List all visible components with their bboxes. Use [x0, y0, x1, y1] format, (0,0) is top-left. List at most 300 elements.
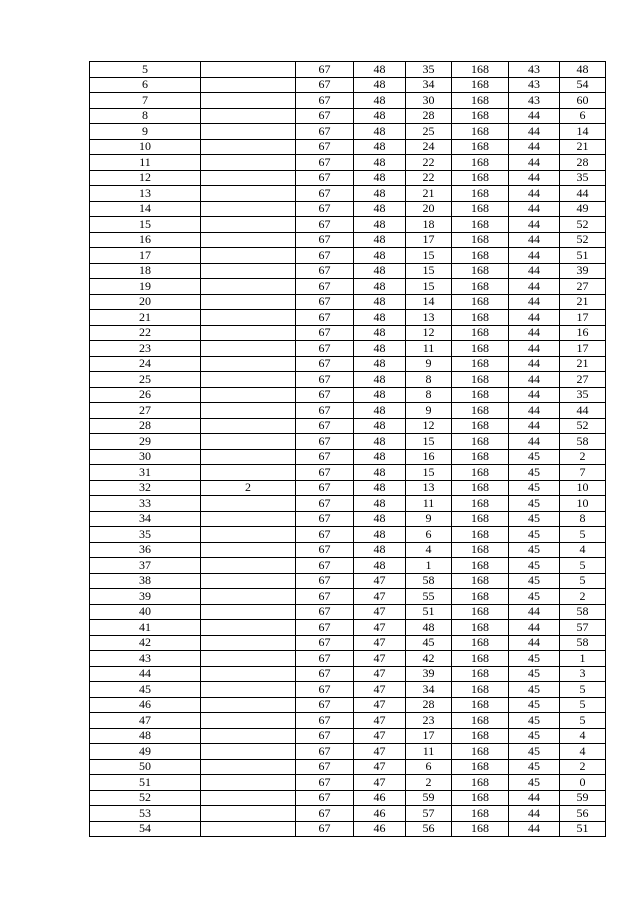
- longitude-minutes-cell: 44: [509, 108, 560, 124]
- longitude-minutes-cell: 44: [509, 403, 560, 419]
- longitude-degrees-cell: 168: [452, 139, 509, 155]
- longitude-seconds-cell: 4: [560, 744, 606, 760]
- longitude-minutes-cell: 44: [509, 170, 560, 186]
- longitude-degrees-cell: 168: [452, 806, 509, 822]
- group-number-cell: [201, 62, 296, 78]
- longitude-minutes-cell: 45: [509, 666, 560, 682]
- group-number-cell: [201, 418, 296, 434]
- group-number-cell: [201, 108, 296, 124]
- table-row: [90, 418, 606, 434]
- longitude-degrees-cell: 168: [452, 201, 509, 217]
- longitude-minutes-cell: 43: [509, 77, 560, 93]
- latitude-degrees-cell: 67: [296, 77, 354, 93]
- point-number-cell: 15: [90, 217, 201, 233]
- longitude-seconds-cell: 44: [560, 403, 606, 419]
- table-row: [90, 821, 606, 837]
- longitude-minutes-cell: 44: [509, 434, 560, 450]
- group-number-cell: [201, 449, 296, 465]
- longitude-degrees-cell: 168: [452, 511, 509, 527]
- longitude-minutes-cell: 44: [509, 325, 560, 341]
- longitude-seconds-cell: 2: [560, 759, 606, 775]
- latitude-degrees-cell: 67: [296, 62, 354, 78]
- latitude-degrees-cell: 67: [296, 155, 354, 171]
- table-row: [90, 589, 606, 605]
- latitude-degrees-cell: 67: [296, 279, 354, 295]
- group-number-cell: [201, 620, 296, 636]
- point-number-cell: 16: [90, 232, 201, 248]
- group-number-cell: [201, 310, 296, 326]
- group-number-cell: [201, 139, 296, 155]
- longitude-minutes-cell: 44: [509, 279, 560, 295]
- longitude-seconds-cell: 14: [560, 124, 606, 140]
- longitude-minutes-cell: 44: [509, 635, 560, 651]
- longitude-minutes-cell: 45: [509, 449, 560, 465]
- latitude-degrees-cell: 67: [296, 294, 354, 310]
- latitude-seconds-cell: 20: [406, 201, 452, 217]
- latitude-seconds-cell: 6: [406, 527, 452, 543]
- point-number-cell: 35: [90, 527, 201, 543]
- latitude-seconds-cell: 12: [406, 418, 452, 434]
- latitude-seconds-cell: 51: [406, 604, 452, 620]
- group-number-cell: [201, 651, 296, 667]
- table-row: [90, 217, 606, 233]
- latitude-seconds-cell: 23: [406, 713, 452, 729]
- longitude-seconds-cell: 4: [560, 728, 606, 744]
- latitude-degrees-cell: 67: [296, 682, 354, 698]
- longitude-minutes-cell: 45: [509, 713, 560, 729]
- point-number-cell: 45: [90, 682, 201, 698]
- group-number-cell: [201, 635, 296, 651]
- latitude-minutes-cell: 47: [354, 635, 406, 651]
- latitude-degrees-cell: 67: [296, 217, 354, 233]
- point-number-cell: 41: [90, 620, 201, 636]
- point-number-cell: 40: [90, 604, 201, 620]
- table-row: [90, 93, 606, 109]
- longitude-seconds-cell: 3: [560, 666, 606, 682]
- longitude-minutes-cell: 44: [509, 790, 560, 806]
- latitude-degrees-cell: 67: [296, 341, 354, 357]
- group-number-cell: [201, 232, 296, 248]
- latitude-degrees-cell: 67: [296, 248, 354, 264]
- latitude-minutes-cell: 48: [354, 558, 406, 574]
- latitude-minutes-cell: 48: [354, 449, 406, 465]
- latitude-degrees-cell: 67: [296, 806, 354, 822]
- longitude-minutes-cell: 44: [509, 263, 560, 279]
- longitude-seconds-cell: 48: [560, 62, 606, 78]
- longitude-degrees-cell: 168: [452, 434, 509, 450]
- latitude-seconds-cell: 8: [406, 387, 452, 403]
- group-number-cell: [201, 155, 296, 171]
- latitude-seconds-cell: 34: [406, 682, 452, 698]
- longitude-minutes-cell: 45: [509, 465, 560, 481]
- table-body: [90, 62, 606, 837]
- latitude-seconds-cell: 15: [406, 434, 452, 450]
- longitude-seconds-cell: 28: [560, 155, 606, 171]
- latitude-seconds-cell: 16: [406, 449, 452, 465]
- longitude-minutes-cell: 44: [509, 124, 560, 140]
- point-number-cell: 21: [90, 310, 201, 326]
- latitude-seconds-cell: 45: [406, 635, 452, 651]
- longitude-seconds-cell: 21: [560, 356, 606, 372]
- longitude-degrees-cell: 168: [452, 263, 509, 279]
- group-number-cell: [201, 697, 296, 713]
- latitude-minutes-cell: 48: [354, 124, 406, 140]
- latitude-seconds-cell: 15: [406, 465, 452, 481]
- latitude-seconds-cell: 18: [406, 217, 452, 233]
- latitude-degrees-cell: 67: [296, 821, 354, 837]
- longitude-degrees-cell: 168: [452, 651, 509, 667]
- latitude-minutes-cell: 48: [354, 496, 406, 512]
- point-number-cell: 14: [90, 201, 201, 217]
- longitude-degrees-cell: 168: [452, 775, 509, 791]
- point-number-cell: 8: [90, 108, 201, 124]
- longitude-seconds-cell: 1: [560, 651, 606, 667]
- latitude-seconds-cell: 15: [406, 263, 452, 279]
- point-number-cell: 9: [90, 124, 201, 140]
- longitude-seconds-cell: 44: [560, 186, 606, 202]
- latitude-seconds-cell: 15: [406, 248, 452, 264]
- latitude-seconds-cell: 14: [406, 294, 452, 310]
- longitude-minutes-cell: 45: [509, 542, 560, 558]
- point-number-cell: 38: [90, 573, 201, 589]
- latitude-seconds-cell: 58: [406, 573, 452, 589]
- table-row: [90, 248, 606, 264]
- longitude-minutes-cell: 44: [509, 310, 560, 326]
- latitude-seconds-cell: 6: [406, 759, 452, 775]
- longitude-degrees-cell: 168: [452, 713, 509, 729]
- latitude-degrees-cell: 67: [296, 263, 354, 279]
- latitude-seconds-cell: 15: [406, 279, 452, 295]
- latitude-seconds-cell: 59: [406, 790, 452, 806]
- latitude-degrees-cell: 67: [296, 232, 354, 248]
- latitude-degrees-cell: 67: [296, 620, 354, 636]
- point-number-cell: 51: [90, 775, 201, 791]
- latitude-minutes-cell: 47: [354, 728, 406, 744]
- longitude-degrees-cell: 168: [452, 403, 509, 419]
- point-number-cell: 29: [90, 434, 201, 450]
- point-number-cell: 28: [90, 418, 201, 434]
- point-number-cell: 27: [90, 403, 201, 419]
- latitude-degrees-cell: 67: [296, 356, 354, 372]
- latitude-minutes-cell: 48: [354, 465, 406, 481]
- longitude-degrees-cell: 168: [452, 77, 509, 93]
- table-row: [90, 124, 606, 140]
- longitude-degrees-cell: 168: [452, 449, 509, 465]
- latitude-seconds-cell: 17: [406, 232, 452, 248]
- group-number-cell: [201, 465, 296, 481]
- table-row: [90, 465, 606, 481]
- point-number-cell: 31: [90, 465, 201, 481]
- latitude-seconds-cell: 34: [406, 77, 452, 93]
- longitude-degrees-cell: 168: [452, 294, 509, 310]
- longitude-degrees-cell: 168: [452, 635, 509, 651]
- longitude-seconds-cell: 21: [560, 294, 606, 310]
- longitude-minutes-cell: 45: [509, 511, 560, 527]
- latitude-degrees-cell: 67: [296, 573, 354, 589]
- longitude-minutes-cell: 44: [509, 341, 560, 357]
- longitude-degrees-cell: 168: [452, 232, 509, 248]
- longitude-degrees-cell: 168: [452, 666, 509, 682]
- longitude-seconds-cell: 5: [560, 713, 606, 729]
- longitude-seconds-cell: 57: [560, 620, 606, 636]
- longitude-minutes-cell: 45: [509, 496, 560, 512]
- longitude-seconds-cell: 59: [560, 790, 606, 806]
- latitude-minutes-cell: 48: [354, 139, 406, 155]
- table-row: [90, 62, 606, 78]
- point-number-cell: 53: [90, 806, 201, 822]
- table-row: [90, 666, 606, 682]
- longitude-minutes-cell: 45: [509, 728, 560, 744]
- longitude-seconds-cell: 27: [560, 279, 606, 295]
- point-number-cell: 22: [90, 325, 201, 341]
- latitude-seconds-cell: 35: [406, 62, 452, 78]
- longitude-minutes-cell: 45: [509, 697, 560, 713]
- latitude-seconds-cell: 9: [406, 403, 452, 419]
- table-row: [90, 155, 606, 171]
- latitude-degrees-cell: 67: [296, 558, 354, 574]
- group-number-cell: [201, 542, 296, 558]
- point-number-cell: 43: [90, 651, 201, 667]
- longitude-seconds-cell: 5: [560, 558, 606, 574]
- longitude-seconds-cell: 5: [560, 573, 606, 589]
- longitude-minutes-cell: 44: [509, 294, 560, 310]
- latitude-degrees-cell: 67: [296, 93, 354, 109]
- latitude-minutes-cell: 47: [354, 697, 406, 713]
- latitude-degrees-cell: 67: [296, 775, 354, 791]
- group-number-cell: [201, 434, 296, 450]
- longitude-minutes-cell: 44: [509, 186, 560, 202]
- longitude-seconds-cell: 16: [560, 325, 606, 341]
- table-row: [90, 744, 606, 760]
- longitude-minutes-cell: 45: [509, 651, 560, 667]
- latitude-degrees-cell: 67: [296, 449, 354, 465]
- longitude-minutes-cell: 45: [509, 759, 560, 775]
- latitude-degrees-cell: 67: [296, 387, 354, 403]
- group-number-cell: [201, 217, 296, 233]
- latitude-seconds-cell: 48: [406, 620, 452, 636]
- point-number-cell: 54: [90, 821, 201, 837]
- longitude-seconds-cell: 35: [560, 170, 606, 186]
- group-number-cell: [201, 728, 296, 744]
- latitude-minutes-cell: 48: [354, 93, 406, 109]
- table-row: [90, 635, 606, 651]
- table-row: [90, 294, 606, 310]
- table-row: [90, 449, 606, 465]
- latitude-minutes-cell: 48: [354, 294, 406, 310]
- point-number-cell: 33: [90, 496, 201, 512]
- longitude-seconds-cell: 5: [560, 682, 606, 698]
- latitude-minutes-cell: 48: [354, 542, 406, 558]
- table-row: [90, 170, 606, 186]
- point-number-cell: 25: [90, 372, 201, 388]
- latitude-degrees-cell: 67: [296, 713, 354, 729]
- latitude-seconds-cell: 22: [406, 155, 452, 171]
- latitude-seconds-cell: 13: [406, 480, 452, 496]
- longitude-seconds-cell: 52: [560, 418, 606, 434]
- longitude-seconds-cell: 10: [560, 480, 606, 496]
- longitude-degrees-cell: 168: [452, 279, 509, 295]
- point-number-cell: 11: [90, 155, 201, 171]
- longitude-seconds-cell: 17: [560, 341, 606, 357]
- point-number-cell: 6: [90, 77, 201, 93]
- longitude-seconds-cell: 49: [560, 201, 606, 217]
- table-row: [90, 372, 606, 388]
- point-number-cell: 26: [90, 387, 201, 403]
- latitude-degrees-cell: 67: [296, 372, 354, 388]
- table-row: [90, 713, 606, 729]
- latitude-degrees-cell: 67: [296, 511, 354, 527]
- longitude-degrees-cell: 168: [452, 418, 509, 434]
- latitude-seconds-cell: 17: [406, 728, 452, 744]
- point-number-cell: 13: [90, 186, 201, 202]
- point-number-cell: 17: [90, 248, 201, 264]
- longitude-seconds-cell: 51: [560, 821, 606, 837]
- latitude-seconds-cell: 39: [406, 666, 452, 682]
- group-number-cell: [201, 682, 296, 698]
- longitude-degrees-cell: 168: [452, 542, 509, 558]
- longitude-degrees-cell: 168: [452, 728, 509, 744]
- latitude-minutes-cell: 48: [354, 310, 406, 326]
- group-number-cell: [201, 325, 296, 341]
- longitude-degrees-cell: 168: [452, 604, 509, 620]
- latitude-minutes-cell: 47: [354, 573, 406, 589]
- group-number-cell: [201, 356, 296, 372]
- latitude-minutes-cell: 48: [354, 279, 406, 295]
- latitude-minutes-cell: 47: [354, 666, 406, 682]
- group-number-cell: [201, 573, 296, 589]
- table-row: [90, 480, 606, 496]
- table-row: [90, 573, 606, 589]
- longitude-degrees-cell: 168: [452, 759, 509, 775]
- latitude-minutes-cell: 47: [354, 651, 406, 667]
- latitude-degrees-cell: 67: [296, 434, 354, 450]
- longitude-minutes-cell: 43: [509, 62, 560, 78]
- group-number-cell: [201, 403, 296, 419]
- latitude-minutes-cell: 48: [354, 108, 406, 124]
- group-number-cell: [201, 589, 296, 605]
- latitude-degrees-cell: 67: [296, 186, 354, 202]
- point-number-cell: 20: [90, 294, 201, 310]
- latitude-seconds-cell: 4: [406, 542, 452, 558]
- group-number-cell: [201, 170, 296, 186]
- latitude-degrees-cell: 67: [296, 651, 354, 667]
- latitude-degrees-cell: 67: [296, 542, 354, 558]
- latitude-degrees-cell: 67: [296, 759, 354, 775]
- latitude-degrees-cell: 67: [296, 604, 354, 620]
- latitude-minutes-cell: 46: [354, 790, 406, 806]
- longitude-degrees-cell: 168: [452, 573, 509, 589]
- latitude-seconds-cell: 9: [406, 356, 452, 372]
- longitude-degrees-cell: 168: [452, 527, 509, 543]
- latitude-seconds-cell: 30: [406, 93, 452, 109]
- point-number-cell: 7: [90, 93, 201, 109]
- longitude-minutes-cell: 44: [509, 356, 560, 372]
- group-number-cell: [201, 511, 296, 527]
- longitude-degrees-cell: 168: [452, 744, 509, 760]
- group-number-cell: [201, 759, 296, 775]
- group-number-cell: [201, 387, 296, 403]
- group-number-cell: 2: [201, 480, 296, 496]
- longitude-minutes-cell: 45: [509, 558, 560, 574]
- latitude-degrees-cell: 67: [296, 465, 354, 481]
- longitude-degrees-cell: 168: [452, 790, 509, 806]
- latitude-minutes-cell: 48: [354, 527, 406, 543]
- longitude-seconds-cell: 8: [560, 511, 606, 527]
- longitude-seconds-cell: 27: [560, 372, 606, 388]
- longitude-minutes-cell: 44: [509, 155, 560, 171]
- latitude-seconds-cell: 42: [406, 651, 452, 667]
- table-row: [90, 620, 606, 636]
- longitude-minutes-cell: 45: [509, 744, 560, 760]
- longitude-degrees-cell: 168: [452, 108, 509, 124]
- latitude-seconds-cell: 28: [406, 108, 452, 124]
- longitude-minutes-cell: 44: [509, 418, 560, 434]
- longitude-seconds-cell: 56: [560, 806, 606, 822]
- longitude-minutes-cell: 44: [509, 806, 560, 822]
- point-number-cell: 39: [90, 589, 201, 605]
- point-number-cell: 24: [90, 356, 201, 372]
- group-number-cell: [201, 294, 296, 310]
- longitude-minutes-cell: 44: [509, 821, 560, 837]
- point-number-cell: 18: [90, 263, 201, 279]
- longitude-seconds-cell: 35: [560, 387, 606, 403]
- table-row: [90, 341, 606, 357]
- latitude-minutes-cell: 48: [354, 480, 406, 496]
- longitude-seconds-cell: 52: [560, 217, 606, 233]
- longitude-degrees-cell: 168: [452, 496, 509, 512]
- point-number-cell: 47: [90, 713, 201, 729]
- table-row: [90, 356, 606, 372]
- longitude-minutes-cell: 44: [509, 620, 560, 636]
- group-number-cell: [201, 744, 296, 760]
- longitude-minutes-cell: 44: [509, 604, 560, 620]
- table-row: [90, 511, 606, 527]
- longitude-degrees-cell: 168: [452, 480, 509, 496]
- longitude-minutes-cell: 44: [509, 387, 560, 403]
- table-row: [90, 697, 606, 713]
- latitude-seconds-cell: 57: [406, 806, 452, 822]
- table-row: [90, 527, 606, 543]
- longitude-minutes-cell: 45: [509, 682, 560, 698]
- latitude-degrees-cell: 67: [296, 108, 354, 124]
- group-number-cell: [201, 527, 296, 543]
- longitude-minutes-cell: 45: [509, 527, 560, 543]
- latitude-seconds-cell: 2: [406, 775, 452, 791]
- longitude-seconds-cell: 58: [560, 635, 606, 651]
- point-number-cell: 10: [90, 139, 201, 155]
- latitude-seconds-cell: 11: [406, 744, 452, 760]
- longitude-minutes-cell: 44: [509, 372, 560, 388]
- latitude-minutes-cell: 48: [354, 325, 406, 341]
- latitude-degrees-cell: 67: [296, 589, 354, 605]
- latitude-minutes-cell: 48: [354, 418, 406, 434]
- longitude-degrees-cell: 168: [452, 124, 509, 140]
- point-number-cell: 44: [90, 666, 201, 682]
- point-number-cell: 12: [90, 170, 201, 186]
- latitude-degrees-cell: 67: [296, 744, 354, 760]
- longitude-degrees-cell: 168: [452, 821, 509, 837]
- point-number-cell: 50: [90, 759, 201, 775]
- longitude-degrees-cell: 168: [452, 558, 509, 574]
- longitude-seconds-cell: 6: [560, 108, 606, 124]
- longitude-degrees-cell: 168: [452, 620, 509, 636]
- table-row: [90, 542, 606, 558]
- point-number-cell: 49: [90, 744, 201, 760]
- longitude-seconds-cell: 10: [560, 496, 606, 512]
- latitude-minutes-cell: 47: [354, 744, 406, 760]
- group-number-cell: [201, 666, 296, 682]
- latitude-seconds-cell: 12: [406, 325, 452, 341]
